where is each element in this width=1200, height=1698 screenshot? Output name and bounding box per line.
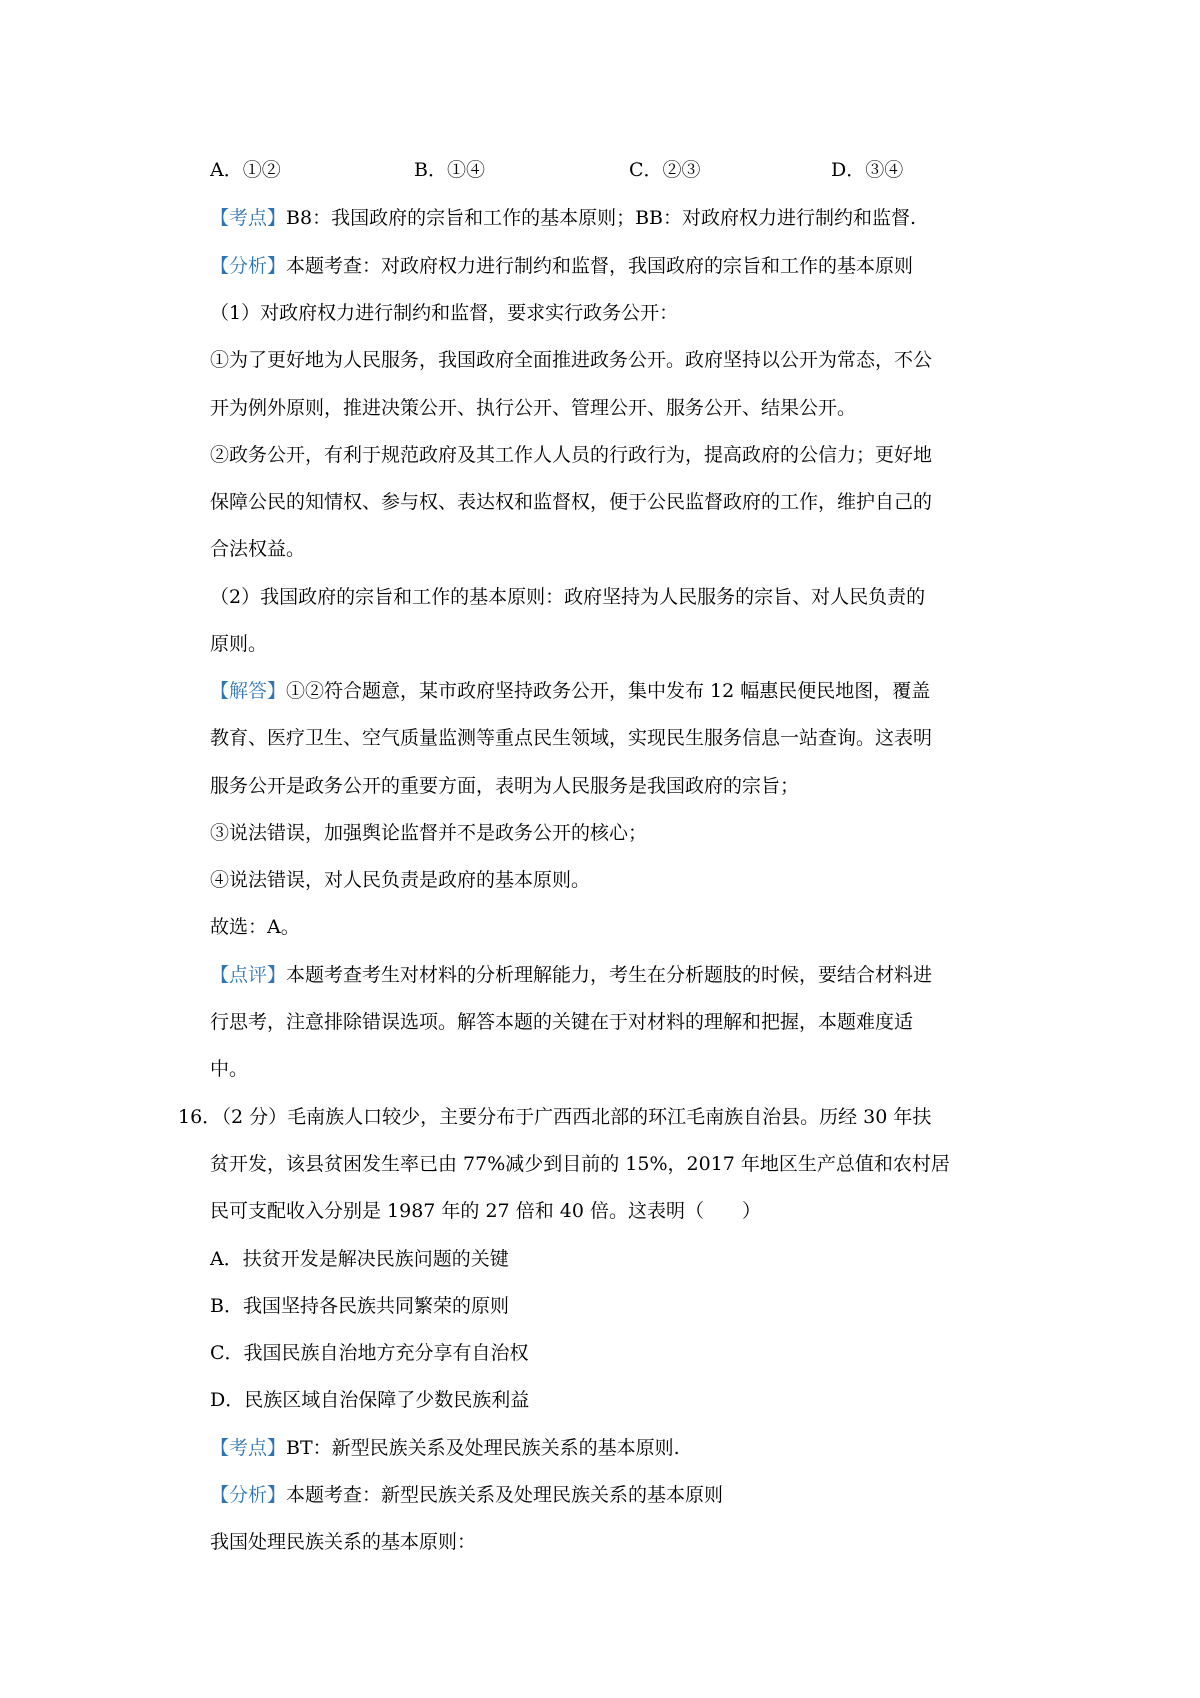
analysis-line: （1）对政府权力进行制约和监督，要求实行政务公开：	[210, 302, 679, 324]
q16-analysis-line: 我国处理民族关系的基本原则：	[210, 1531, 477, 1553]
kaodian-tag: 【考点】	[210, 1437, 287, 1459]
analysis-line: 开为例外原则，推进决策公开、执行公开、管理公开、服务公开、结果公开。	[210, 397, 857, 419]
fenxi-tag: 【分析】	[210, 255, 287, 277]
q16-kaodian-line: 【考点】BT：新型民族关系及处理民族关系的基本原则.	[210, 1437, 680, 1459]
analysis-line: ②政务公开，有利于规范政府及其工作人人员的行政行为，提高政府的公信力；更好地	[210, 444, 933, 466]
comment-line: 中。	[210, 1058, 249, 1080]
answer-line: 教育、医疗卫生、空气质量监测等重点民生领域，实现民生服务信息一站查询。这表明	[210, 727, 933, 749]
question-stem-line: （2 分）毛南族人口较少，主要分布于广西西北部的环江毛南族自治县。历经 30 年扶	[212, 1106, 932, 1128]
option-b: B．①④	[414, 159, 485, 181]
kaodian-tag: 【考点】	[210, 207, 287, 229]
answer-line: ③说法错误，加强舆论监督并不是政务公开的核心；	[210, 822, 648, 844]
dianping-line: 【点评】本题考查考生对材料的分析理解能力，考生在分析题肢的时候，要结合材料进	[210, 964, 933, 986]
analysis-line: 保障公民的知情权、参与权、表达权和监督权，便于公民监督政府的工作，维护自己的	[210, 491, 933, 513]
kaodian-line: 【考点】B8：我国政府的宗旨和工作的基本原则；BB：对政府权力进行制约和监督.	[210, 207, 917, 229]
q16-option-a: A．扶贫开发是解决民族问题的关键	[210, 1248, 509, 1270]
option-a: A．①②	[210, 159, 281, 181]
fenxi-tag: 【分析】	[210, 1484, 287, 1506]
dianping-tag: 【点评】	[210, 964, 287, 986]
answer-line: ④说法错误，对人民负责是政府的基本原则。	[210, 869, 591, 891]
fenxi-line: 【分析】本题考查：对政府权力进行制约和监督，我国政府的宗旨和工作的基本原则	[210, 255, 914, 277]
answer-line: 故选：A。	[210, 916, 300, 938]
analysis-line: 原则。	[210, 633, 268, 655]
question-number: 16．	[178, 1106, 222, 1128]
option-d: D．③④	[831, 159, 904, 181]
q16-option-b: B．我国坚持各民族共同繁荣的原则	[210, 1295, 509, 1317]
q16-option-d: D．民族区域自治保障了少数民族利益	[210, 1389, 530, 1411]
analysis-line: 合法权益。	[210, 538, 306, 560]
analysis-line: （2）我国政府的宗旨和工作的基本原则：政府坚持为人民服务的宗旨、对人民负责的	[210, 586, 926, 608]
q16-option-c: C．我国民族自治地方充分享有自治权	[210, 1342, 529, 1364]
jieda-line: 【解答】①②符合题意，某市政府坚持政务公开，集中发布 12 幅惠民便民地图，覆盖	[210, 680, 931, 702]
answer-line: 服务公开是政务公开的重要方面，表明为人民服务是我国政府的宗旨；	[210, 775, 800, 797]
comment-line: 行思考，注意排除错误选项。解答本题的关键在于对材料的理解和把握，本题难度适	[210, 1011, 914, 1033]
question-stem-line: 贫开发，该县贫困发生率已由 77%减少到目前的 15%，2017 年地区生产总值和农村居	[210, 1153, 950, 1175]
analysis-line: ①为了更好地为人民服务，我国政府全面推进政务公开。政府坚持以公开为常态，不公	[210, 349, 933, 371]
q16-fenxi-line: 【分析】本题考查：新型民族关系及处理民族关系的基本原则	[210, 1484, 724, 1506]
jieda-tag: 【解答】	[210, 680, 287, 702]
option-c: C．②③	[629, 159, 701, 181]
question-stem-line: 民可支配收入分别是 1987 年的 27 倍和 40 倍。这表明（ ）	[210, 1200, 761, 1222]
